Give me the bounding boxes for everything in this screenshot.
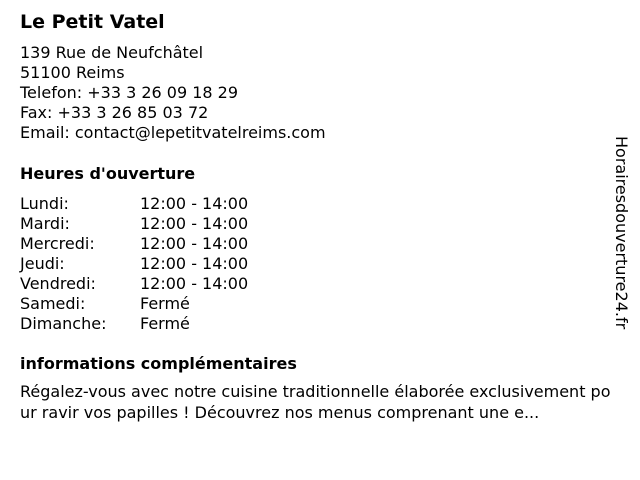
- business-name: Le Petit Vatel: [20, 11, 165, 33]
- time-value: 12:00 - 14:00: [140, 214, 249, 233]
- fax-number: Fax: +33 3 26 85 03 72: [20, 103, 209, 122]
- site-watermark: Horairesdouverture24.fr: [612, 136, 631, 330]
- hours-row-wednesday: [20, 234, 248, 254]
- hours-row-monday: [20, 194, 248, 214]
- contact-block: [20, 43, 326, 143]
- day-label: Vendredi:: [20, 274, 96, 293]
- address-street: 139 Rue de Neufchâtel: [20, 43, 204, 62]
- day-label: Mercredi:: [20, 234, 95, 253]
- opening-hours-table: [20, 194, 248, 334]
- day-label: Samedi:: [20, 294, 86, 313]
- email-address: Email: contact@lepetitvatelreims.com: [20, 123, 326, 142]
- opening-hours-heading: Heures d'ouverture: [20, 164, 196, 183]
- phone-number: Telefon: +33 3 26 09 18 29: [20, 83, 239, 102]
- time-value: 12:00 - 14:00: [140, 194, 249, 213]
- day-label: Dimanche:: [20, 314, 107, 333]
- additional-info-heading: informations complémentaires: [20, 354, 297, 373]
- address-city: 51100 Reims: [20, 63, 125, 82]
- hours-row-tuesday: [20, 214, 248, 234]
- time-value: Fermé: [140, 294, 190, 313]
- time-value: 12:00 - 14:00: [140, 274, 249, 293]
- day-label: Jeudi:: [20, 254, 65, 273]
- hours-row-sunday: [20, 314, 248, 334]
- additional-info-text: Régalez-vous avec notre cuisine traditionnelle élaborée exclusivement pour ravir vos papilles ! Découvrez nos menus comprenant une e...: [20, 382, 611, 422]
- day-label: Lundi:: [20, 194, 69, 213]
- time-value: 12:00 - 14:00: [140, 234, 249, 253]
- hours-row-thursday: [20, 254, 248, 274]
- day-label: Mardi:: [20, 214, 70, 233]
- time-value: Fermé: [140, 314, 190, 333]
- time-value: 12:00 - 14:00: [140, 254, 249, 273]
- hours-row-saturday: [20, 294, 248, 314]
- hours-row-friday: [20, 274, 248, 294]
